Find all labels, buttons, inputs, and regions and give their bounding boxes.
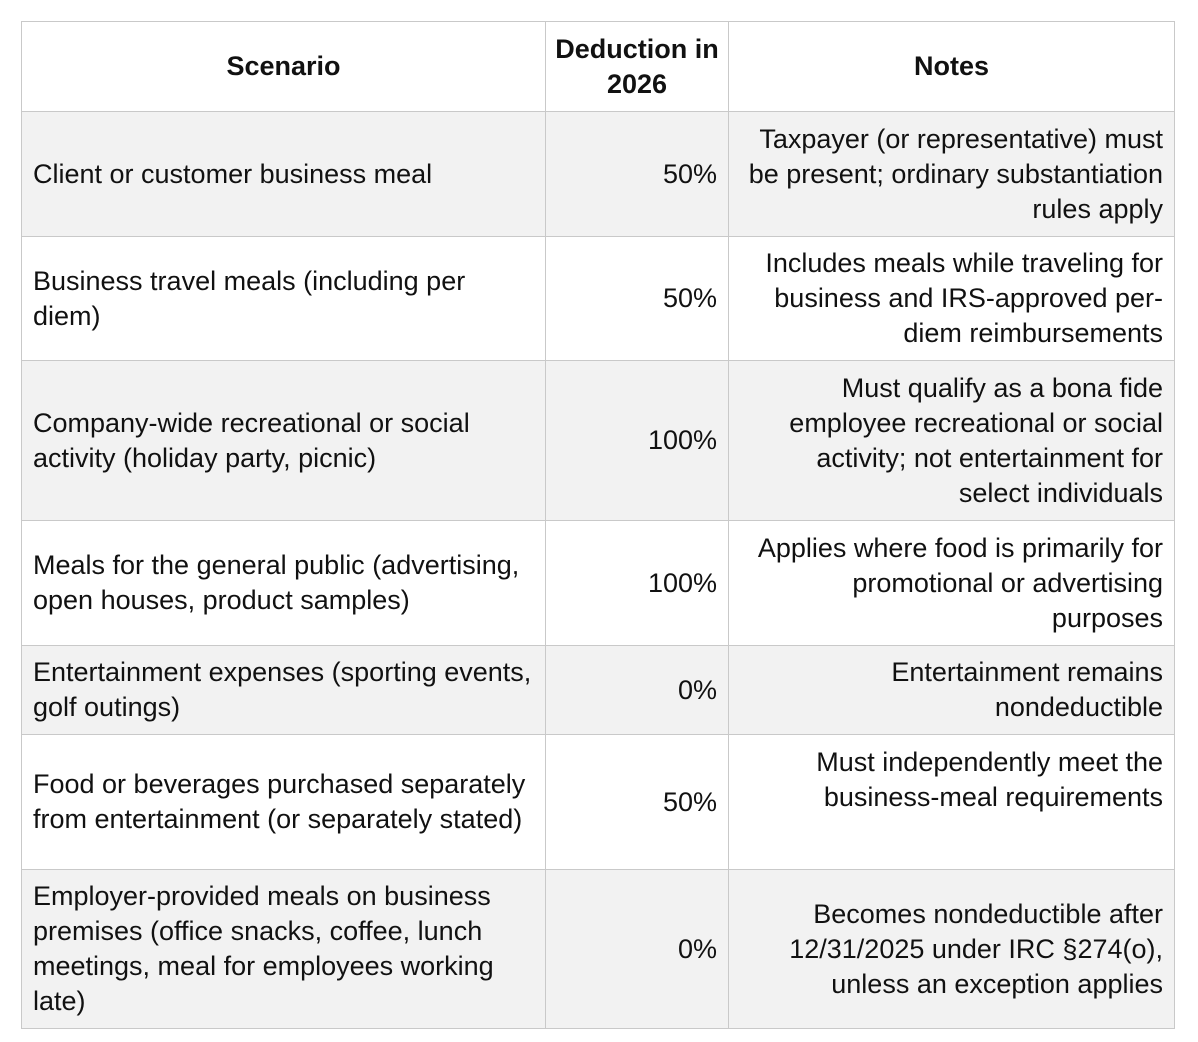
scenario-cell: Meals for the general public (advertising, open houses, product samples)	[22, 521, 546, 646]
header-notes: Notes	[729, 22, 1175, 112]
deduction-table	[21, 21, 1175, 1029]
notes-cell: Must independently meet the business-meal requirements	[729, 735, 1175, 870]
table-body	[22, 112, 1175, 1029]
scenario-cell: Employer-provided meals on business premises (office snacks, coffee, lunch meetings, meal for employees working late)	[22, 870, 546, 1029]
table-row	[22, 870, 1175, 1029]
notes-cell: Taxpayer (or representative) must be present; ordinary substantiation rules apply	[729, 112, 1175, 237]
scenario-cell: Food or beverages purchased separately from entertainment (or separately stated)	[22, 735, 546, 870]
deduction-cell: 100%	[546, 361, 729, 521]
notes-cell: Applies where food is primarily for promotional or advertising purposes	[729, 521, 1175, 646]
scenario-cell: Company-wide recreational or social activity (holiday party, picnic)	[22, 361, 546, 521]
header-row	[22, 22, 1175, 112]
notes-cell: Entertainment remains nondeductible	[729, 646, 1175, 735]
notes-cell: Includes meals while traveling for business and IRS-approved per-diem reimbursements	[729, 237, 1175, 361]
table-header	[22, 22, 1175, 112]
table-row	[22, 237, 1175, 361]
deduction-cell: 50%	[546, 735, 729, 870]
table-row	[22, 646, 1175, 735]
deduction-cell: 50%	[546, 237, 729, 361]
header-deduction: Deduction in 2026	[546, 22, 729, 112]
deduction-cell: 0%	[546, 646, 729, 735]
table-row	[22, 735, 1175, 870]
notes-cell: Becomes nondeductible after 12/31/2025 under IRC §274(o), unless an exception applies	[729, 870, 1175, 1029]
scenario-cell: Business travel meals (including per diem)	[22, 237, 546, 361]
table-row	[22, 361, 1175, 521]
notes-cell: Must qualify as a bona fide employee recreational or social activity; not entertainment for select individuals	[729, 361, 1175, 521]
scenario-cell: Entertainment expenses (sporting events, golf outings)	[22, 646, 546, 735]
deduction-cell: 0%	[546, 870, 729, 1029]
deduction-cell: 100%	[546, 521, 729, 646]
scenario-cell: Client or customer business meal	[22, 112, 546, 237]
deduction-cell: 50%	[546, 112, 729, 237]
table-row	[22, 521, 1175, 646]
header-scenario: Scenario	[22, 22, 546, 112]
table-row	[22, 112, 1175, 237]
